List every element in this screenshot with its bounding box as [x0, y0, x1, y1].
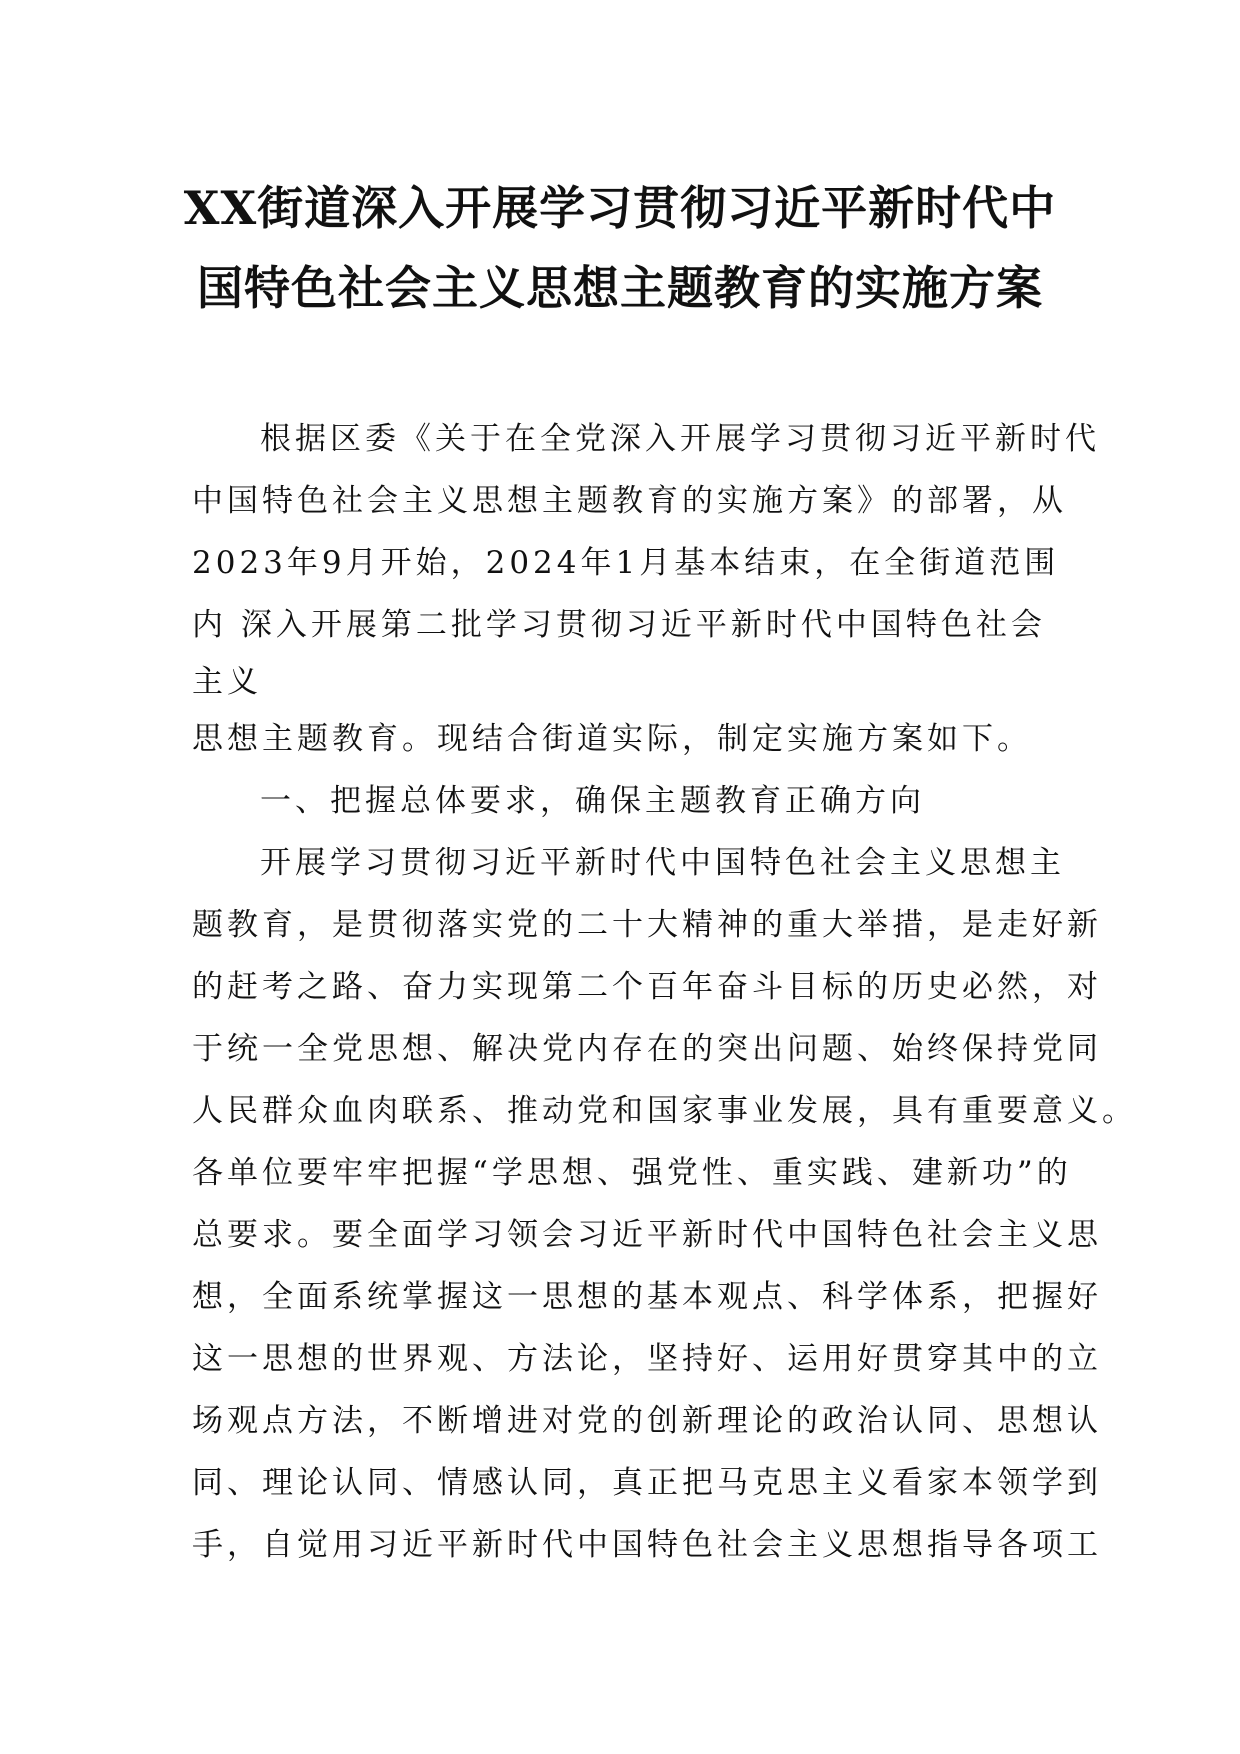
body-line: 于统一全党思想、解决党内存在的突出问题、始终保持党同 [192, 1031, 1102, 1067]
document-title [120, 168, 1120, 328]
title-line: XX街道深入开展学习贯彻习近平新时代中 [183, 181, 1057, 235]
body-line: 2023年9月开始，2024年1月基本结束，在全街道范围 [192, 545, 1060, 581]
body-line: 中国特色社会主义思想主题教育的实施方案》的部署，从 [192, 483, 1067, 519]
body-line: 思想主题教育。现结合街道实际，制定实施方案如下。 [192, 721, 1032, 757]
body-line: 开展学习贯彻习近平新时代中国特色社会主义思想主 [260, 845, 1065, 881]
body-line: 总要求。要全面学习领会习近平新时代中国特色社会主义思 [192, 1217, 1102, 1253]
body-line: 根据区委《关于在全党深入开展学习贯彻习近平新时代 [260, 421, 1100, 457]
body-line: 主义 [192, 664, 262, 700]
body-line: 人民群众血肉联系、推动党和国家事业发展，具有重要意义。 [192, 1093, 1137, 1129]
body-line: 内 深入开展第二批学习贯彻习近平新时代中国特色社会 [192, 607, 1046, 643]
body-line: 场观点方法，不断增进对党的创新理论的政治认同、思想认 [192, 1403, 1102, 1439]
body-line: 同、理论认同、情感认同，真正把马克思主义看家本领学到 [192, 1465, 1102, 1501]
section-heading: 一、把握总体要求，确保主题教育正确方向 [260, 783, 925, 819]
body-line: 题教育，是贯彻落实党的二十大精神的重大举措，是走好新 [192, 907, 1102, 943]
body-line: 各单位要牢牢把握“学思想、强党性、重实践、建新功”的 [192, 1155, 1072, 1191]
body-line: 这一思想的世界观、方法论，坚持好、运用好贯穿其中的立 [192, 1341, 1102, 1377]
title-line: 国特色社会主义思想主题教育的实施方案 [197, 261, 1043, 315]
body-line: 手，自觉用习近平新时代中国特色社会主义思想指导各项工 [192, 1527, 1102, 1563]
body-line: 想，全面系统掌握这一思想的基本观点、科学体系，把握好 [192, 1279, 1102, 1315]
body-line: 的赶考之路、奋力实现第二个百年奋斗目标的历史必然，对 [192, 969, 1102, 1005]
document-body [192, 408, 1137, 1576]
